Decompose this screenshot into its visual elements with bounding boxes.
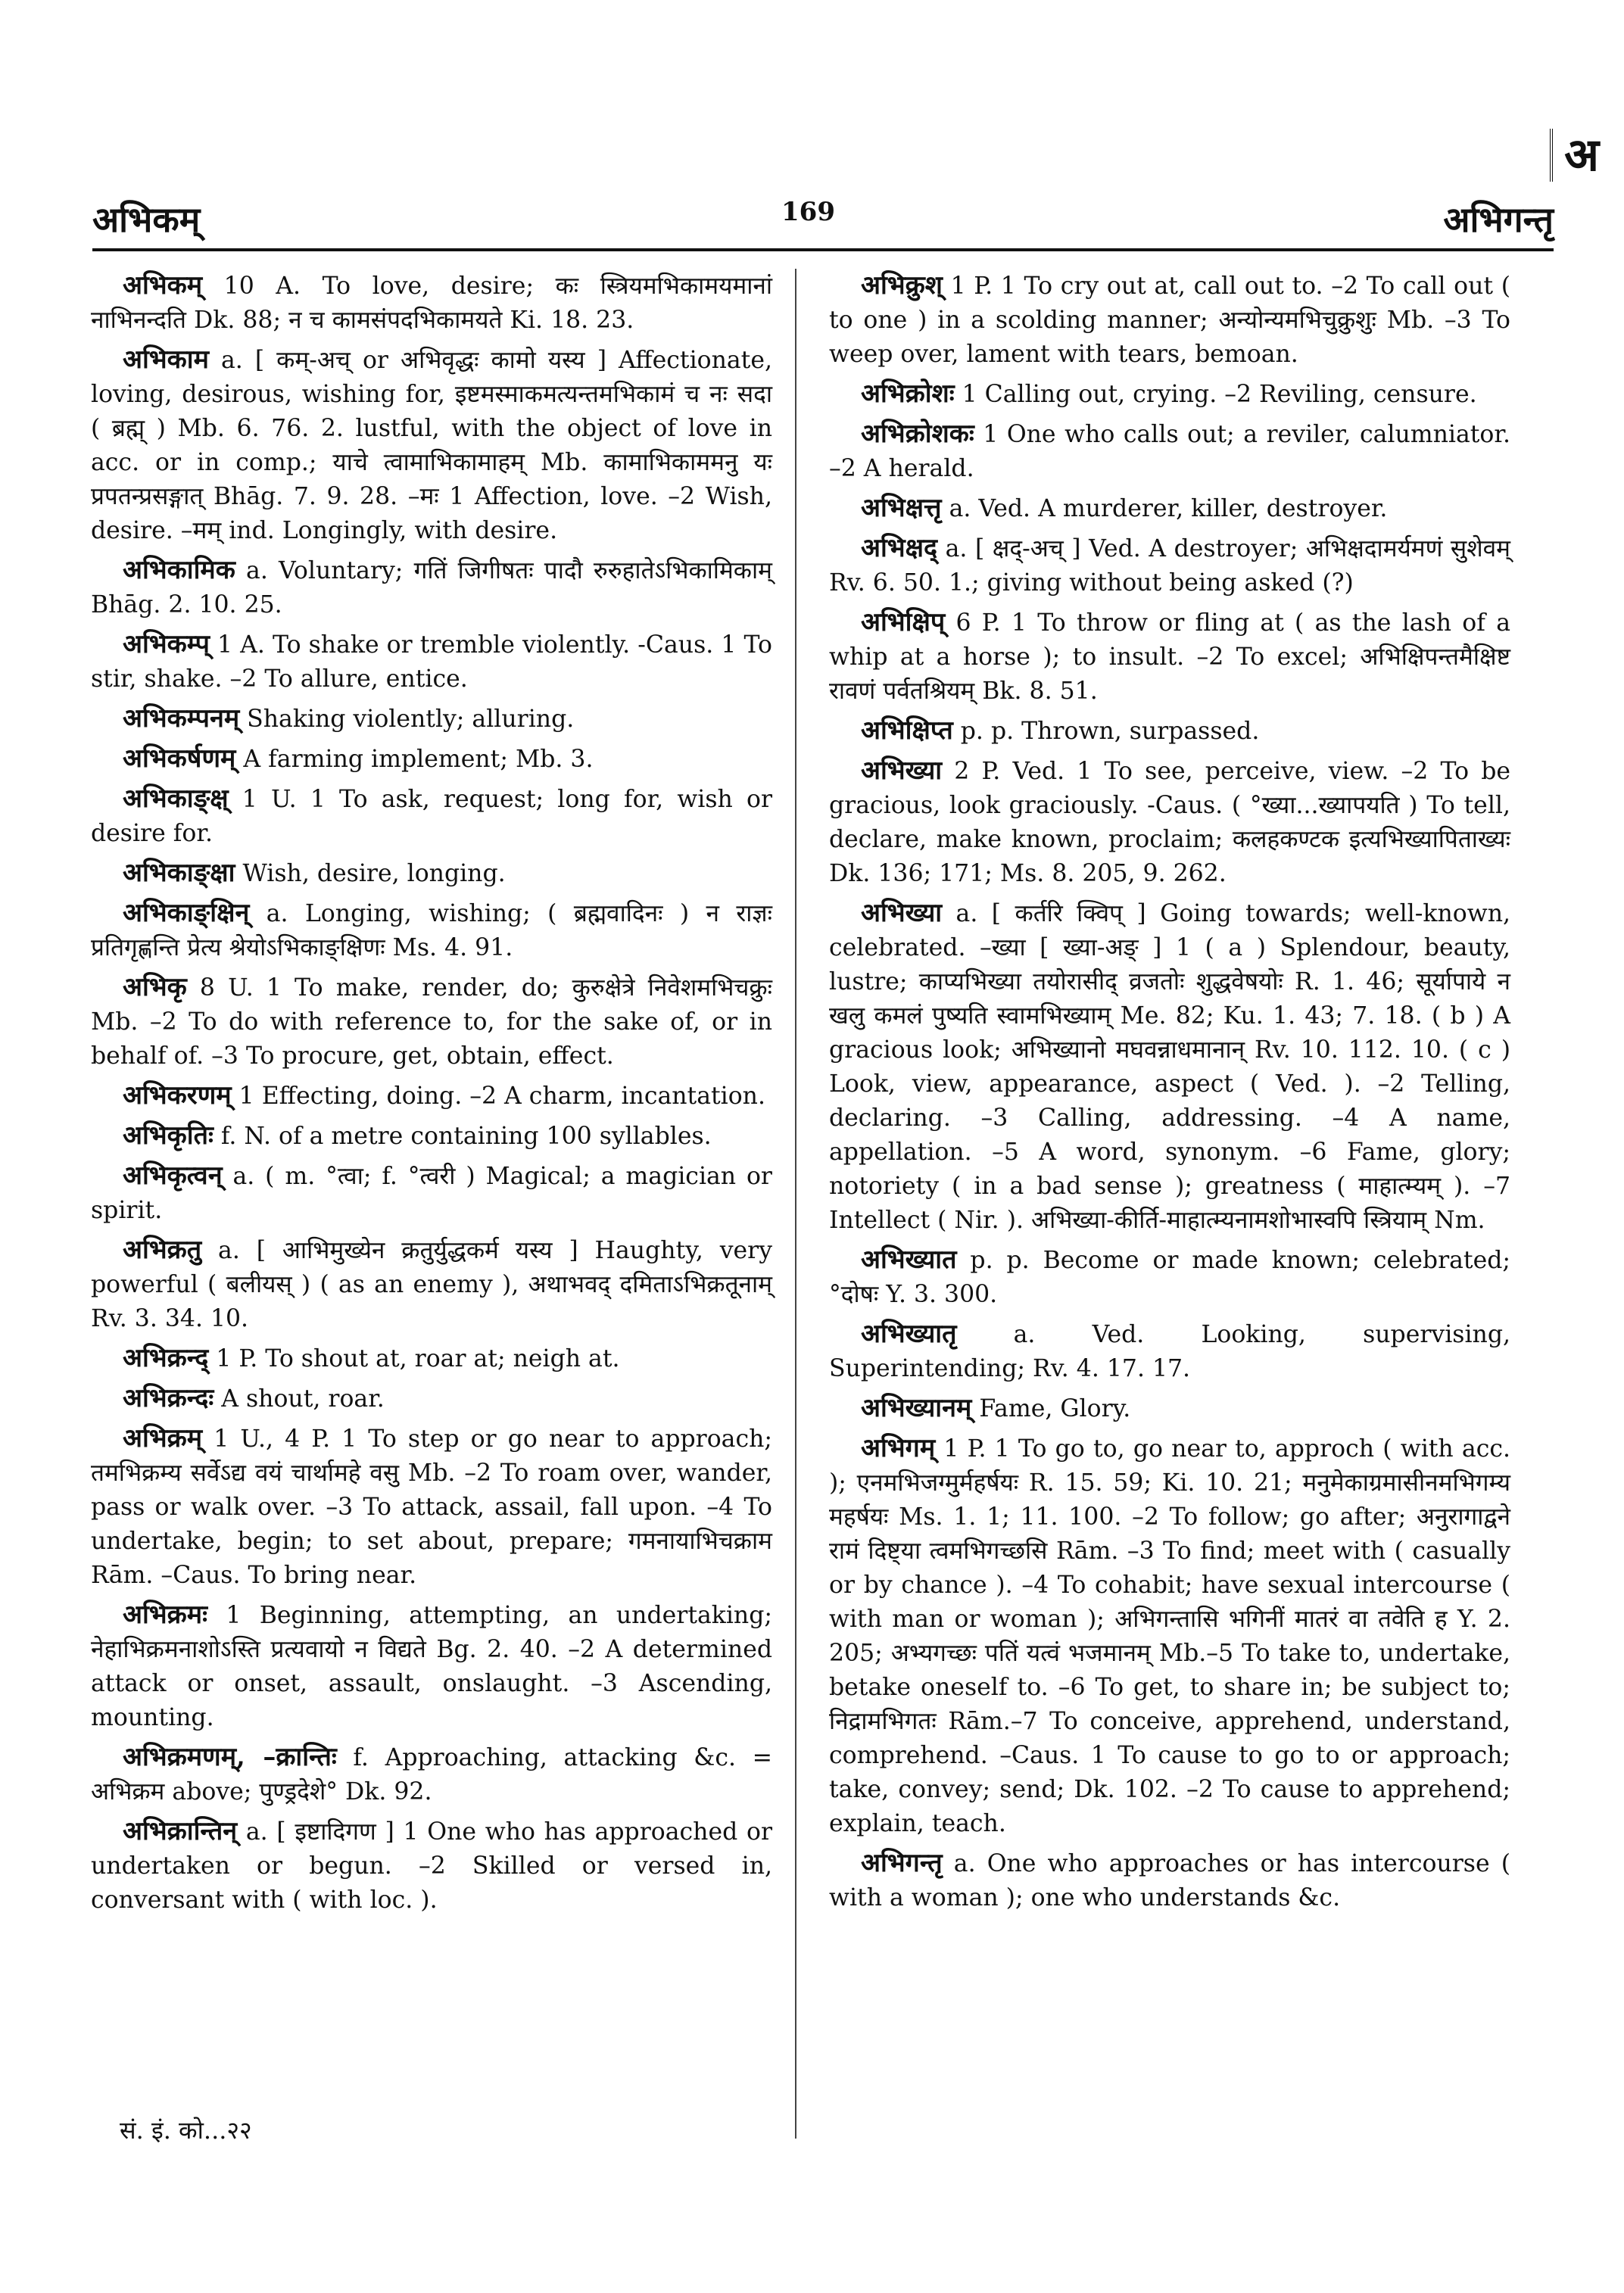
dictionary-entry	[91, 856, 772, 891]
entry-definition: A shout, roar.	[214, 1385, 385, 1413]
entry-definition: a. [ क्षद्-अच् ] Ved. A destroyer; अभिक्षदामर्यमणं सुशेवम् Rv. 6. 50. 1.; giving without being asked (?)	[829, 535, 1510, 597]
dictionary-entry	[91, 1382, 772, 1416]
column-divider	[795, 269, 796, 2139]
dictionary-entry	[91, 1119, 772, 1154]
entry-headword: अभिकम्प्	[123, 629, 210, 659]
thumb-index-letter: अ	[1550, 129, 1610, 182]
entry-headword: अभिक्रन्द्	[123, 1343, 209, 1373]
entry-headword: अभिक्रमः	[123, 1600, 207, 1630]
entry-headword: अभिक्षत्तृ	[861, 493, 942, 523]
entry-headword: अभिकर्षणम्	[123, 743, 236, 774]
dictionary-entry	[91, 970, 772, 1073]
entry-definition: p. p. Become or made known; celebrated; °दोषः Y. 3. 300.	[829, 1247, 1510, 1308]
entry-definition: 1 One who calls out; a reviler, calumniator. –2 A herald.	[829, 421, 1510, 482]
entry-definition: 2 P. Ved. 1 To see, perceive, view. –2 To be gracious, look graciously. -Caus. ( °ख्या...ख्यापयति ) To tell, declare, make known, proclaim; कलहकण्टक इत्यभिख्यापिताख्यः Dk. 136; 171; Ms. 8. 205, 9. 262.	[829, 758, 1510, 887]
signature-footer: सं. इं. को...२२	[120, 2116, 252, 2145]
dictionary-entry	[829, 1317, 1510, 1386]
dictionary-entry	[91, 1598, 772, 1735]
entry-headword: अभिक्रतु	[123, 1235, 202, 1265]
entry-definition: 1 P. To shout at, roar at; neigh at.	[208, 1345, 620, 1372]
dictionary-entry	[91, 1079, 772, 1114]
dictionary-entry	[91, 628, 772, 696]
entry-headword: अभिकम्पनम्	[123, 703, 240, 734]
entry-definition: a. Longing, wishing; ( ब्रह्मवादिनः ) न राज्ञः प्रतिगृह्णन्ति प्रेत्य श्रेयोऽभिकाङ्क्षिणः Ms. 4. 91.	[91, 900, 772, 961]
entry-definition: p. p. Thrown, surpassed.	[952, 718, 1260, 745]
entry-definition: a. Ved. A murderer, killer, destroyer.	[941, 495, 1388, 522]
entry-headword: अभिख्यातृ	[861, 1319, 957, 1349]
dictionary-entry	[829, 1391, 1510, 1426]
entry-headword: अभिख्या	[861, 898, 943, 928]
entry-headword: अभिकम्	[123, 270, 203, 301]
entry-headword: अभिक्षिप्त	[861, 715, 953, 746]
entry-definition: 8 U. 1 To make, render, do; कुरुक्षेत्रे निवेशमभिचक्रुः Mb. –2 To do with reference to, for the sake of, or in behalf of. –3 To procure, get, obtain, effect.	[91, 974, 772, 1070]
entry-definition: a. [ कर्तरि क्विप् ] Going towards; well-known, celebrated. –ख्या [ ख्या-अङ् ] 1 ( a ) Splendour, beauty, lustre; काप्यभिख्या तयोरासीद् व्रजतोः शुद्धवेषयोः R. 1. 46; सूर्यापाये न खलु कमलं पुष्यति स्वामभिख्याम् Me. 82; Ku. 1. 43; 7. 18. ( b ) A gracious look; अभिख्यानो मघवन्नाधमानान् Rv. 10. 112. 10. ( c ) Look, view, appearance, aspect ( Ved. ). –2 Telling, declaring. –3 Calling, addressing. –4 A name, appellation. –5 A word, synonym. –6 Fame, glory; notoriety ( in a bad sense ); greatness ( माहात्म्यम् ). –7 Intellect ( Nir. ). अभिख्या-कीर्ति-माहात्म्यनामशोभास्वपि स्त्रियाम् Nm.	[829, 900, 1510, 1234]
page-number: 169	[781, 197, 835, 227]
entry-definition: a. [ आभिमुख्येन क्रतुर्युद्धकर्म यस्य ] Haughty, very powerful ( बलीयस् ) ( as an enemy ), अथाभवद् दमिताऽभिक्रतूनाम् Rv. 3. 34. 10.	[91, 1237, 772, 1332]
page-header	[92, 182, 1554, 265]
dictionary-entry	[829, 754, 1510, 891]
entry-headword: अभिकृ	[123, 972, 187, 1002]
entry-headword: अभिक्रन्दः	[123, 1383, 214, 1413]
entry-definition: a. Ved. Looking, supervising, Superintending; Rv. 4. 17. 17.	[829, 1321, 1510, 1382]
dictionary-entry	[829, 1432, 1510, 1841]
header-rule	[92, 248, 1554, 251]
entry-definition: 1 P. 1 To go to, go near to, approch ( with acc. ); एनमभिजग्मुर्महर्षयः R. 15. 59; Ki. 10. 21; मनुमेकाग्रमासीनमभिगम्य महर्षयः Ms. 1. 1; 11. 100. –2 To follow; go after; अनुरागाद्वने रामं दिष्ट्या त्वमभिगच्छसि Rām. –3 To find; meet with ( casually or by chance ). –4 To cohabit; have sexual intercourse ( with man or woman ); अभिगन्तासि भगिनीं मातरं वा तवेति ह Y. 2. 205; अभ्यगच्छः पतिं यत्वं भजमानम् Mb.–5 To take to, undertake, betake oneself to. –6 To get, to share in; be subject to; निद्रामभिगतः Rām.–7 To conceive, apprehend, understand, comprehend. –Caus. 1 To cause to go to or approach; take, convey; send; Dk. 102. –2 To cause to apprehend; explain, teach.	[829, 1435, 1510, 1837]
dictionary-entry	[91, 1341, 772, 1376]
entry-headword: अभिकाम	[123, 344, 209, 375]
entry-headword: अभिक्रम्	[123, 1423, 203, 1453]
dictionary-entry	[91, 1740, 772, 1809]
dictionary-entry	[91, 702, 772, 737]
entry-headword: अभिगन्तृ	[861, 1848, 943, 1878]
entry-headword: अभिक्रोशः	[861, 379, 955, 409]
dictionary-entry	[91, 742, 772, 777]
dictionary-entry	[91, 343, 772, 548]
entry-definition: f. N. of a metre containing 100 syllables.	[213, 1123, 712, 1150]
entry-definition: 1 U., 4 P. 1 To step or go near to approach; तमभिक्रम्य सर्वेऽद्य वयं चार्थामहे वसु Mb. –2 To roam over, wander, pass or walk over. –3 To attack, assail, fall upon. –4 To undertake, begin; to set about, prepare; गमनायाभिचक्राम Rām. –Caus. To bring near.	[91, 1425, 772, 1589]
entry-definition: 1 U. 1 To ask, request; long for, wish or desire for.	[91, 786, 772, 847]
entry-definition: 1 A. To shake or tremble violently. -Caus. 1 To stir, shake. –2 To allure, entice.	[91, 631, 772, 693]
dictionary-entry	[829, 1846, 1510, 1915]
entry-definition: 1 Beginning, attempting, an undertaking; नेहाभिक्रमनाशोऽस्ति प्रत्यवायो न विद्यते Bg. 2. 40. –2 A determined attack or onset, assault, onslaught. –3 Ascending, mounting.	[91, 1602, 772, 1731]
entry-definition: f. Approaching, attacking &c. = अभिक्रम above; पुण्ड्रदेशे° Dk. 92.	[91, 1744, 772, 1805]
entry-headword: अभिकाङ्क्ष्	[123, 784, 229, 814]
entry-definition: Wish, desire, longing.	[235, 860, 506, 887]
entry-headword: अभिगम्	[861, 1433, 936, 1463]
left-column	[91, 269, 772, 1923]
entry-headword: अभिक्रुश्	[861, 270, 943, 301]
dictionary-entry	[91, 1233, 772, 1336]
entry-definition: 10 A. To love, desire; कः स्त्रियमभिकामयमानां नाभिनन्दति Dk. 88; न च कामसंपदभिकामयते Ki. 18. 23.	[91, 273, 772, 334]
right-running-headword: अभिगन्तृ	[1443, 199, 1554, 240]
entry-headword: अभिकृतिः	[123, 1120, 214, 1151]
dictionary-entry	[91, 896, 772, 965]
entry-headword: अभिक्रान्तिन्	[123, 1816, 238, 1846]
entry-headword: अभिख्या	[861, 756, 943, 786]
dictionary-entry	[829, 417, 1510, 486]
entry-definition: 6 P. 1 To throw or fling at ( as the lash of a whip at a horse ); to insult. –2 To excel; अभिक्षिपन्तमैक्षिष्ट रावणं पर्वतश्रियम् Bk. 8. 51.	[829, 609, 1510, 705]
entry-definition: 1 Effecting, doing. –2 A charm, incantation.	[231, 1083, 765, 1110]
dictionary-entry	[829, 531, 1510, 600]
dictionary-entry	[829, 896, 1510, 1238]
entry-definition: a. One who approaches or has intercourse ( with a woman ); one who understands &c.	[829, 1850, 1510, 1911]
dictionary-entry	[829, 714, 1510, 749]
dictionary-entry	[91, 782, 772, 851]
entry-headword: अभिकरणम्	[123, 1080, 232, 1111]
entry-headword: अभिकामिक	[123, 555, 235, 585]
dictionary-entry	[91, 553, 772, 622]
dictionary-entry	[829, 1243, 1510, 1312]
entry-headword: अभिकृत्वन्	[123, 1161, 223, 1191]
entry-headword: अभिक्षद्	[861, 533, 938, 563]
dictionary-entry	[91, 1422, 772, 1593]
entry-headword: अभिक्षिप्	[861, 607, 946, 637]
entry-definition: a. [ इष्टादिगण ] 1 One who has approached or undertaken or begun. –2 Skilled or versed in, conversant with ( with loc. ).	[91, 1818, 772, 1914]
dictionary-entry	[91, 1159, 772, 1228]
dictionary-entry	[829, 606, 1510, 709]
entry-headword: अभिकाङ्क्षा	[123, 858, 235, 888]
entry-definition: Fame, Glory.	[971, 1395, 1131, 1422]
entry-headword: अभिख्यात	[861, 1245, 957, 1275]
left-running-headword: अभिकम्	[92, 199, 201, 240]
entry-definition: a. ( m. °त्वा; f. °त्वरी ) Magical; a magician or spirit.	[91, 1163, 772, 1224]
dictionary-entry	[829, 269, 1510, 372]
entry-definition: 1 P. 1 To cry out at, call out to. –2 To call out ( to one ) in a scolding manner; अन्योन्यमभिचुक्रुशुः Mb. –3 To weep over, lament with tears, bemoan.	[829, 273, 1510, 368]
entry-definition: a. [ कम्-अच् or अभिवृद्धः कामो यस्य ] Affectionate, loving, desirous, wishing for, इष्टमस्माकमत्यन्तमभिकामं च नः सदा ( ब्रह्म् ) Mb. 6. 76. 2. lustful, with the object of love in acc. or in comp.; याचे त्वामाभिकामाहम् Mb. कामाभिकाममनु यः प्रपतन्प्रसङ्गात् Bhāg. 7. 9. 28. –मः 1 Affection, love. –2 Wish, desire. –मम् ind. Longingly, with desire.	[91, 347, 772, 544]
entry-headword: अभिकाङ्क्षिन्	[123, 898, 250, 928]
entry-headword: अभिक्रोशकः	[861, 419, 974, 449]
entry-headword: अभिख्यानम्	[861, 1393, 972, 1423]
dictionary-entry	[91, 1815, 772, 1918]
entry-definition: 1 Calling out, crying. –2 Reviling, censure.	[954, 381, 1477, 408]
right-column	[829, 269, 1510, 1921]
entry-definition: Shaking violently; alluring.	[239, 706, 575, 733]
dictionary-entry	[829, 491, 1510, 526]
entry-definition: A farming implement; Mb. 3.	[235, 746, 594, 773]
entry-headword: अभिक्रमणम्, –क्रान्तिः	[123, 1742, 337, 1772]
dictionary-entry	[91, 269, 772, 338]
dictionary-entry	[829, 377, 1510, 412]
entry-definition: a. Voluntary; गतिं जिगीषतः पादौ रुरुहातेऽभिकामिकाम् Bhāg. 2. 10. 25.	[91, 557, 772, 618]
